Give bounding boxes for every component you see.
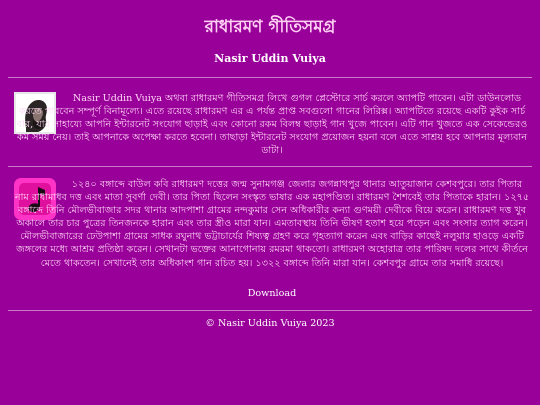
page-subtitle: Nasir Uddin Vuiya <box>214 52 326 65</box>
footer-copyright: © Nasir Uddin Vuiya 2023 <box>205 318 335 329</box>
bio-text <box>14 178 530 270</box>
page-title: রাধারমণ গীতিসমগ্র <box>204 17 336 37</box>
app-info-section <box>14 92 530 157</box>
divider <box>8 310 532 311</box>
app-description <box>14 92 530 157</box>
divider <box>8 77 532 78</box>
bio-section <box>14 178 530 298</box>
download-link[interactable]: Download <box>247 288 297 299</box>
bio-text-content: ১২৪০ বঙ্গাব্দে বাউল কবি রাধারমণ দত্তের জন্ম সুনামগঞ্জ জেলার জগন্নাথপুর থানার আতুয়াজান কেশবপুরে। তার পিতার নাম রাধামাধব দত্ত এবং মাতা সুবর্ণা দেবী। তার পিতা ছিলেন সংস্কৃত ভাষার এক মহাপণ্ডিত। রাধারমণ শৈশবেই তার পিতাকে হারান। ১২৭৫ বঙ্গাব্দে তিনি মৌলভীবাজার সদর থানার আদপাশা গ্রামের নন্দকুমার সেন অধিকারীর কন্যা গুণময়ী দেবীকে বিয়ে করেন। রাধারমণ দত্ত খুব অকালে তার চার পুত্রের তিনজনকে হারান এবং তার স্ত্রীও মারা যান। এমতাবস্থায় তিনি ভীষণ হতাশ হয়ে পড়েন এবং সংসার ত্যাগ করেন। মৌলভীবাজারের ঢেউপাশা গ্রামের সাধক রঘুনাথ ভট্টাচার্যের শিষ্যত্ব গ্রহণ করে গৃহত্যাগ করেন এবং বাড়ির কাছেই নলুয়ার হাওড়ে একটি জঙ্গলের মধ্যে আশ্রম প্রতিষ্ঠা করেন। সেখানটা ভক্তের আনাগোনায় রমরমা থাকতো। রাধারমণ অহোরাত্র তার পারিষদ দলের সাথে কীর্তনে মেতে থাকতেন। সেখানেই তার অধিকাংশ গান রচিত হয়। ১৩২২ বঙ্গাব্দে তিনি মারা যান। কেশবপুর গ্রামে তার সমাধি রয়েছে। <box>14 179 530 269</box>
divider <box>8 166 532 167</box>
app-description-text: Nasir Uddin Vuiya অথবা রাধারমণ গীতিসমগ্র লিখে গুগল প্লেস্টোরে সার্চ করলে অ্যাপটি পাবেন। এটা ডাউনলোড করতে পারবেন সম্পূর্ণ বিনামূল্যে। এতে রয়েছে রাধারমণ এর এ পর্যন্ত প্রাপ্ত সবগুলো গানের লিরিক্স। অ্যাপটিতে রয়েছে একটি কুইক সার্চ বার, যার সাহায্যে আপনি ইন্টারনেট সংযোগ ছাড়াই এবং কোনো রকম বিলম্ব ছাড়াই গান খুজে পাবেন। এটি গান খুজতে এক সেকেন্ডেরও কম সময় নেয়। তাই আপনাকে অপেক্ষা করতে হবেনা। তাছাড়া ইন্টারনেট সংযোগ প্রয়োজন হয়না বলে এতে সাশ্রয় হবে আপনার মূল্যবান ডাটা। <box>16 93 528 157</box>
